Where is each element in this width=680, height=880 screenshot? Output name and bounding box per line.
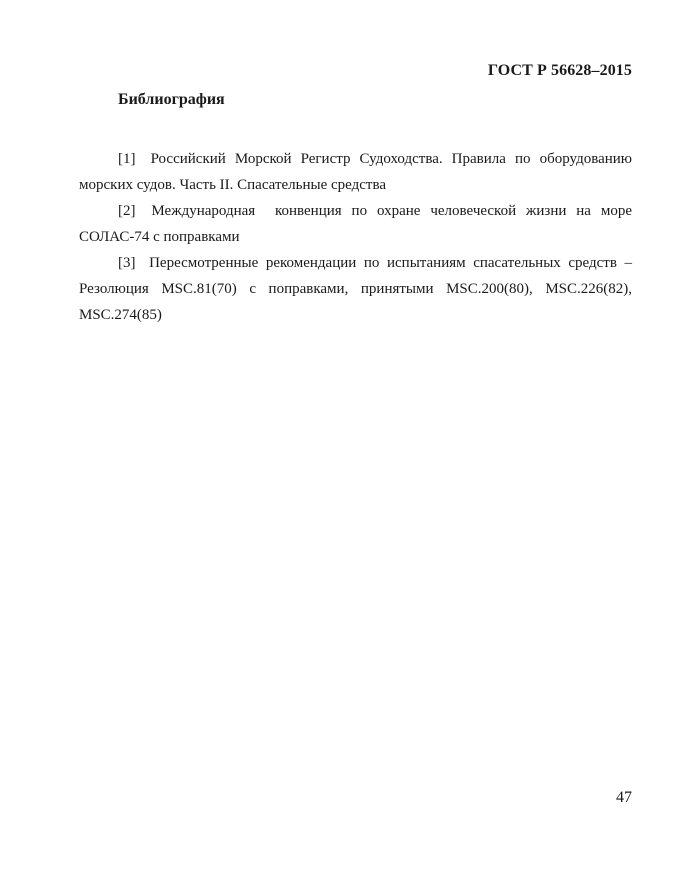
reference-text: Пересмотренные рекомендации по испытаниям спасательных средств – Резолюция MSC.81(70) с поправками, принятыми MSC.200(80), MSC.226(82), MSC.274(85) [79,255,632,323]
bibliography-list [79,146,636,328]
reference-number: [1] [118,151,136,167]
page-number: 47 [616,789,632,806]
reference-text: Российский Морской Регистр Судоходства. Правила по оборудованию морских судов. Часть II. Спасательные средства [79,151,633,193]
document-code: ГОСТ Р 56628–2015 [487,62,632,79]
reference-number: [3] [118,255,136,271]
bibliography-entry [79,250,632,328]
reference-number: [2] [118,203,136,219]
reference-text: Международная конвенция по охране человеческой жизни на море СОЛАС-74 с поправками [79,203,636,245]
section-title: Библиография [118,91,225,108]
bibliography-entry [79,146,632,198]
bibliography-entry [79,198,636,250]
